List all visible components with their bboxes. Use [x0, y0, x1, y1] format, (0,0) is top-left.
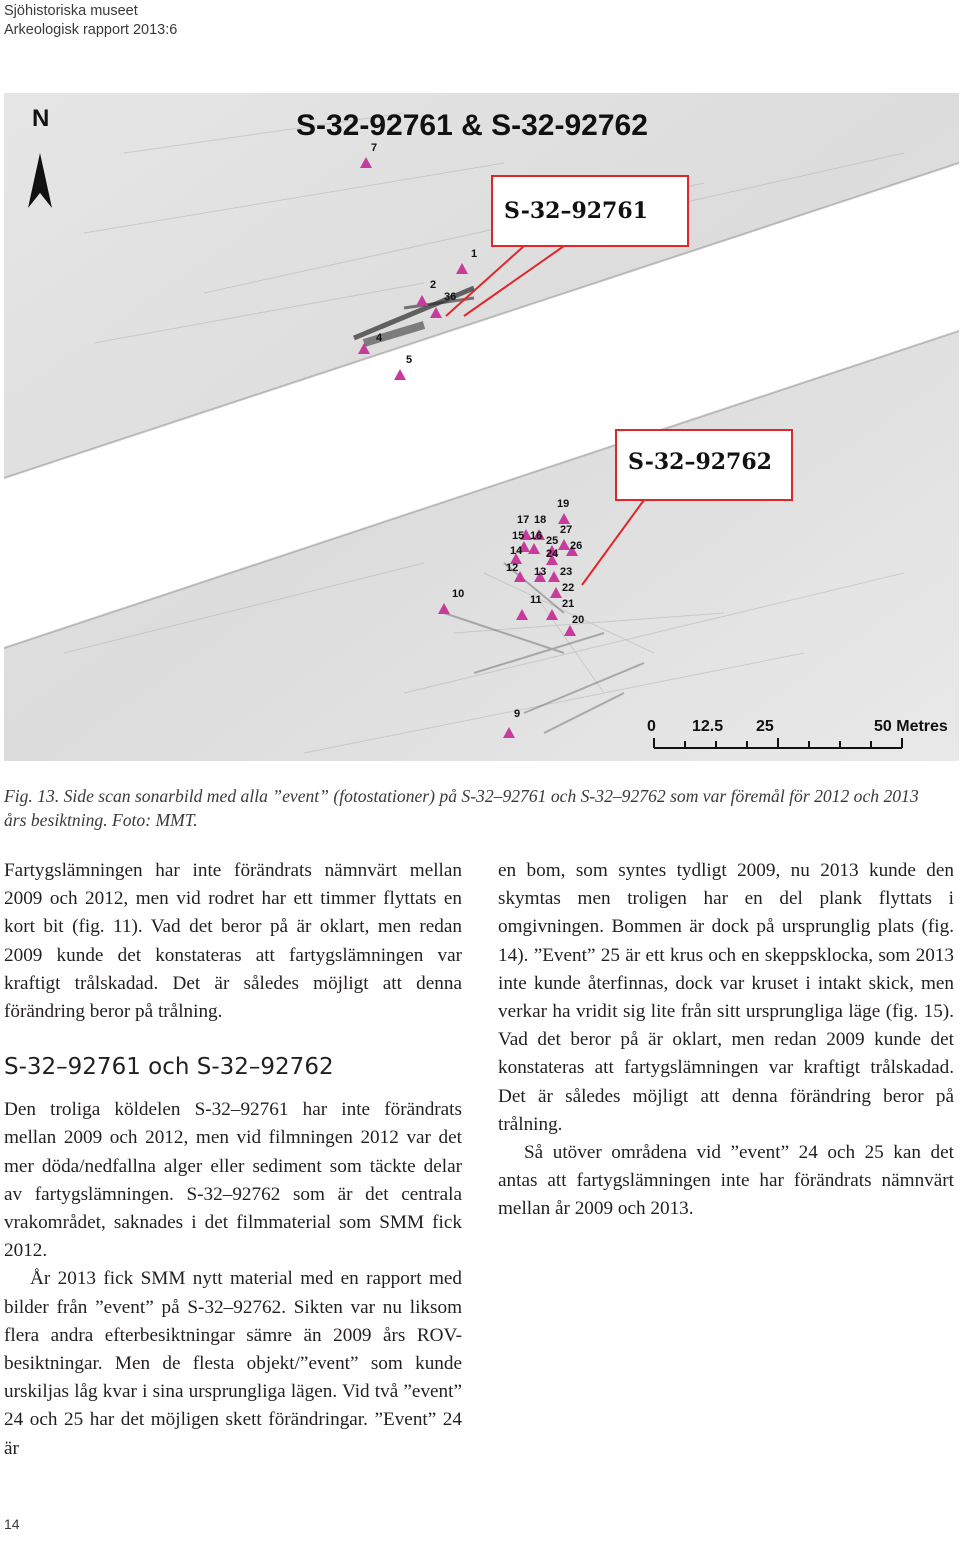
right-paragraph-2: Så utöver områdena vid ”event” 24 och 25 kan det antas att fartygslämningen inte har förändrats nämnvärt mellan år 2009 och 2013.: [498, 1142, 954, 1220]
left-paragraph-1: Fartygslämningen har inte förändrats nämnvärt mellan 2009 och 2012, men vid rodret har ett timmer flyttats en kort bit (fig. 11). Vad det beror på är oklart, men redan 2009 kunde det konstateras att fartygslämningen var kraftigt trålskadad. Det är således möjligt att denna förändring beror på trålning.: [4, 860, 462, 1023]
event-label: 22: [562, 582, 575, 594]
left-column: [4, 857, 462, 1463]
running-header: [4, 2, 177, 40]
event-label: 15: [512, 530, 525, 542]
event-label: 25: [546, 535, 559, 547]
event-label: 26: [570, 540, 583, 552]
event-label: 23: [560, 566, 573, 578]
event-label: 21: [562, 598, 575, 610]
header-report: Arkeologisk rapport 2013:6: [4, 22, 178, 38]
event-label: 36: [444, 291, 457, 303]
callout-92761-label: S-32–92761: [504, 198, 648, 224]
left-paragraph-3: År 2013 fick SMM nytt material med en rapport med bilder från ”event” på S-32–92762. Sikten var nu liksom flera andra efterbesiktningar sämre än 2009 års ROV-besiktningar. Men de flesta objekt/”event” som kunde urskiljas låg kvar i sina ursprungliga lägen. Vid två ”event” 24 och 25 har det möjligen skett förändringar. ”Event” 24 är: [4, 1268, 462, 1459]
event-label: 11: [530, 594, 542, 606]
event-label: 10: [452, 588, 465, 600]
sonar-image: [4, 93, 959, 761]
event-label: 13: [534, 566, 547, 578]
event-label: 20: [572, 614, 585, 626]
right-column: [498, 857, 954, 1224]
left-paragraph-2: Den troliga köldelen S-32–92761 har inte förändrats mellan 2009 och 2012, men vid filmningen 2012 var det mer döda/nedfallna alger eller sediment som täckte delar av fartygslämningen. S-32–92762 som är det centrala vrakområdet, saknades i det filmmaterial som SMM fick 2012.: [4, 1099, 462, 1262]
event-label: 12: [506, 562, 519, 574]
figure-caption: Fig. 13. Side scan sonarbild med alla ”event” (fotostationer) på S-32–92761 och S-32–92762 som var föremål för 2012 och 2013 års besiktning. Foto: MMT.: [4, 786, 919, 830]
map-title: S-32-92761 & S-32-92762: [296, 109, 648, 142]
event-label: 9: [514, 708, 521, 720]
event-label: 18: [534, 514, 547, 526]
callout-92762-label: S-32–92762: [628, 449, 772, 475]
event-label: 14: [510, 545, 523, 557]
right-paragraph-1: en bom, som syntes tydligt 2009, nu 2013 kunde den skymtas men troligen har en del plank flyttats i omgivningen. Bommen är dock på ursprunglig plats (fig. 14). ”Event” 25 är ett krus och en skeppsklocka, som 2013 inte kunde återfinnas, dock var kruset i intakt skick, men verkar ha vridit sig lite från sitt ursprungliga läge (fig. 15). Vad det beror på är oklart, men redan 2009 kunde det konstateras att fartygslämningen var kraftigt trålskadad. Det är således möjligt att denna förändring beror på trålning.: [498, 860, 954, 1135]
north-label: N: [32, 105, 50, 132]
event-label: 17: [517, 514, 530, 526]
scale-label-12-5: 12.5: [692, 718, 724, 735]
sonar-figure: [4, 93, 959, 761]
scale-label-0: 0: [647, 718, 656, 735]
event-label: 27: [560, 524, 573, 536]
event-label: 4: [376, 332, 383, 344]
section-heading: S-32–92761 och S-32–92762: [4, 1054, 334, 1081]
event-label: 24: [546, 548, 559, 560]
event-label: 19: [557, 498, 570, 510]
header-museum: Sjöhistoriska museet: [4, 3, 138, 19]
scale-label-25: 25: [756, 718, 774, 735]
event-label: 16: [530, 530, 543, 542]
page-number: 14: [4, 1516, 20, 1532]
event-label: 2: [430, 279, 437, 291]
event-label: 7: [371, 142, 378, 154]
scale-label-50: 50 Metres: [874, 718, 948, 735]
event-label: 5: [406, 354, 413, 366]
event-label: 1: [471, 248, 478, 260]
